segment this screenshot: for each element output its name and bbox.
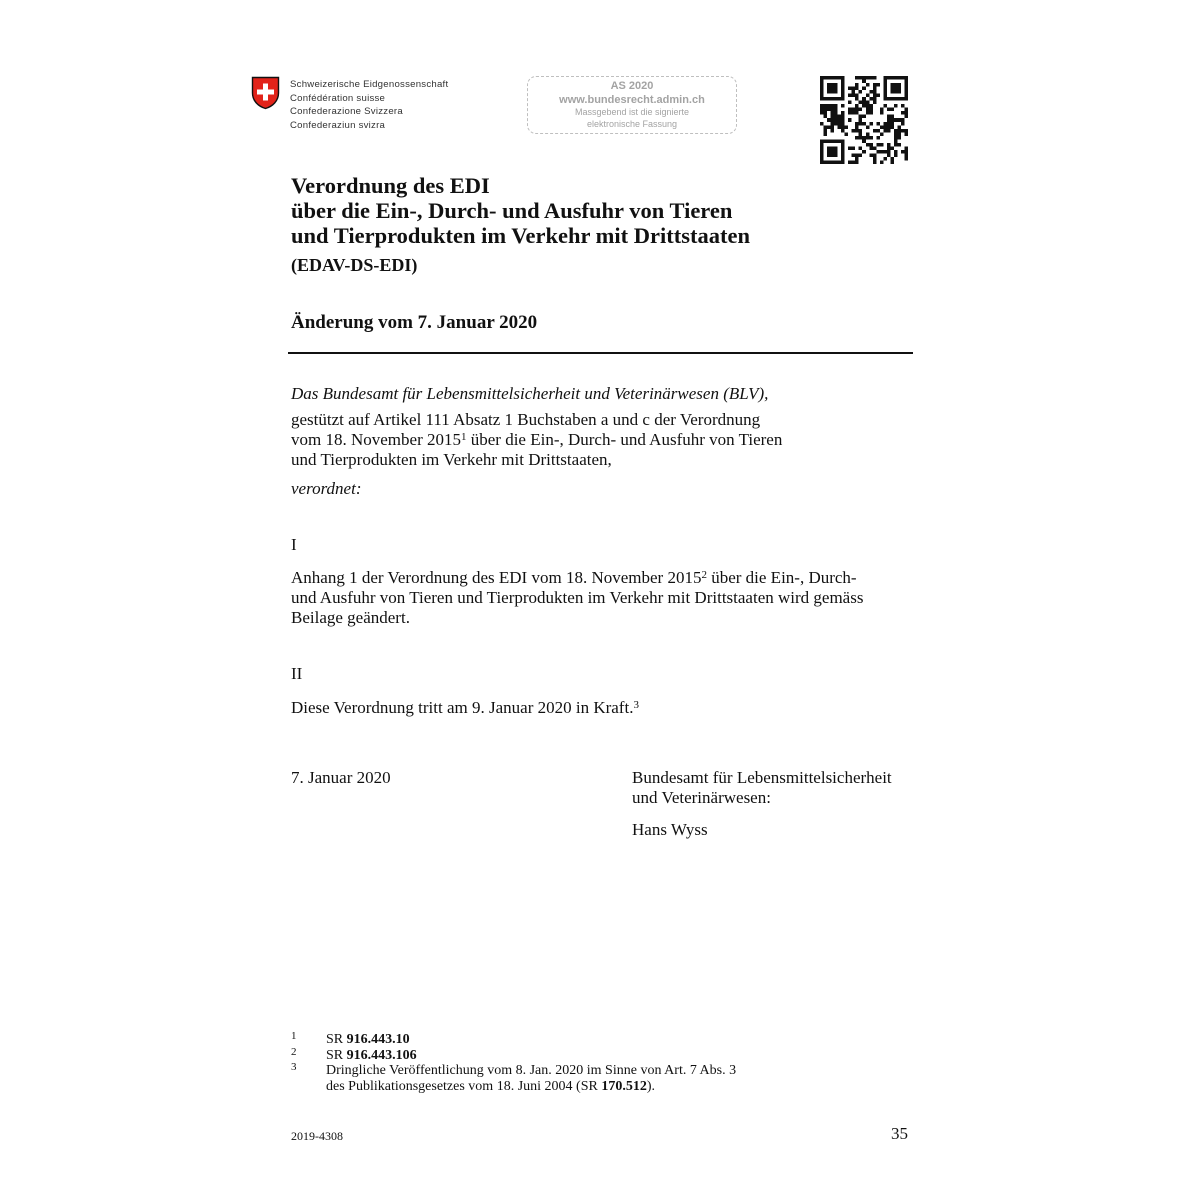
title-line-1: Verordnung des EDI	[291, 173, 490, 198]
signature-authority-line-2: und Veterinärwesen:	[632, 788, 771, 807]
section-1-line-1-text: Anhang 1 der Verordnung des EDI vom 18. November 2015	[291, 568, 702, 587]
footnote-ref-2: 2	[701, 569, 707, 581]
confederation-name-fr: Confédération suisse	[290, 92, 386, 104]
confederation-names	[290, 78, 448, 132]
preamble-authority: Das Bundesamt für Lebensmittelsicherheit und Veterinärwesen (BLV),	[291, 384, 769, 403]
stamp-note-line1: Massgebend ist die signierte	[574, 107, 690, 117]
stamp-as-number: AS 2020	[610, 80, 654, 92]
footnote-ref-3: 3	[633, 699, 639, 711]
title-line-3: und Tierprodukten im Verkehr mit Drittstaaten	[291, 223, 750, 248]
preamble-verb: verordnet:	[291, 479, 362, 498]
footnote-3-line-2-end: ).	[646, 1078, 655, 1094]
basis-line-2-text: vom 18. November 2015	[291, 430, 461, 449]
section-1-line-3: Beilage geändert.	[291, 608, 410, 627]
basis-line-2	[291, 430, 782, 450]
swiss-coat-of-arms-icon	[251, 76, 280, 110]
confederation-name-rm: Confederaziun svizra	[290, 119, 386, 131]
basis-line-3: und Tierprodukten im Verkehr mit Drittstaaten,	[291, 450, 612, 469]
amendment-date-heading: Änderung vom 7. Januar 2020	[291, 312, 538, 333]
footnote-sr-number: 916.443.10	[346, 1032, 410, 1047]
section-2-text	[291, 698, 639, 718]
basis-line-1: gestützt auf Artikel 111 Absatz 1 Buchstaben a und c der Verordnung	[291, 410, 761, 429]
stamp-url: www.bundesrecht.admin.ch	[559, 94, 705, 106]
footnote-3-line-1: Dringliche Veröffentlichung vom 8. Jan. 2020 im Sinne von Art. 7 Abs. 3	[326, 1063, 737, 1078]
section-1-line-2: und Ausfuhr von Tieren und Tierprodukten im Verkehr mit Drittstaaten wird gemäss	[291, 588, 864, 607]
footnote-sr-number: 170.512	[601, 1078, 647, 1094]
signatory-name: Hans Wyss	[632, 820, 708, 839]
title-line-2: über die Ein-, Durch- und Ausfuhr von Tieren	[291, 198, 733, 223]
footnote-number: 2	[291, 1045, 297, 1058]
footnote-3-line-2-text: des Publikationsgesetzes vom 18. Juni 2004 (SR	[326, 1078, 602, 1094]
footnote-text	[326, 1048, 417, 1064]
stamp-note-line2: elektronische Fassung	[586, 118, 678, 129]
page-number: 35	[891, 1124, 908, 1143]
footnote-text	[326, 1063, 736, 1094]
confederation-name-de: Schweizerische Eidgenossenschaft	[290, 79, 449, 90]
footnote-ref-1: 1	[460, 431, 467, 443]
footnote-3-line-2	[326, 1079, 736, 1095]
qr-code-icon	[820, 76, 908, 164]
section-1-text	[291, 568, 863, 628]
footnote-prefix: SR	[326, 1047, 347, 1063]
title-divider	[288, 352, 913, 354]
section-2-line: Diese Verordnung tritt am 9. Januar 2020 in Kraft.	[291, 698, 634, 717]
section-2-number: II	[291, 664, 303, 683]
basis-line-2-rest: über die Ein-, Durch- und Ausfuhr von Tieren	[466, 430, 783, 449]
footnote-number: 3	[291, 1061, 297, 1073]
footnote-sr-number: 916.443.106	[346, 1047, 417, 1063]
ordinance-abbreviation: (EDAV-DS-EDI)	[291, 255, 418, 275]
preamble-legal-basis	[291, 410, 782, 470]
footnote-prefix: SR	[326, 1032, 347, 1047]
signature-authority	[632, 768, 892, 808]
section-1-number: I	[291, 535, 297, 554]
ordinance-title	[291, 173, 750, 248]
section-1-line-1	[291, 568, 863, 588]
section-1-line-1-rest: über die Ein-, Durch-	[706, 568, 857, 587]
signature-authority-line-1: Bundesamt für Lebensmittelsicherheit	[632, 768, 892, 787]
footnote-number: 1	[291, 1030, 297, 1042]
confederation-name-it: Confederazione Svizzera	[290, 106, 403, 118]
signature-date: 7. Januar 2020	[291, 768, 391, 787]
footnote-text	[326, 1032, 410, 1048]
official-compilation-stamp	[527, 76, 737, 134]
document-id: 2019-4308	[291, 1129, 343, 1143]
